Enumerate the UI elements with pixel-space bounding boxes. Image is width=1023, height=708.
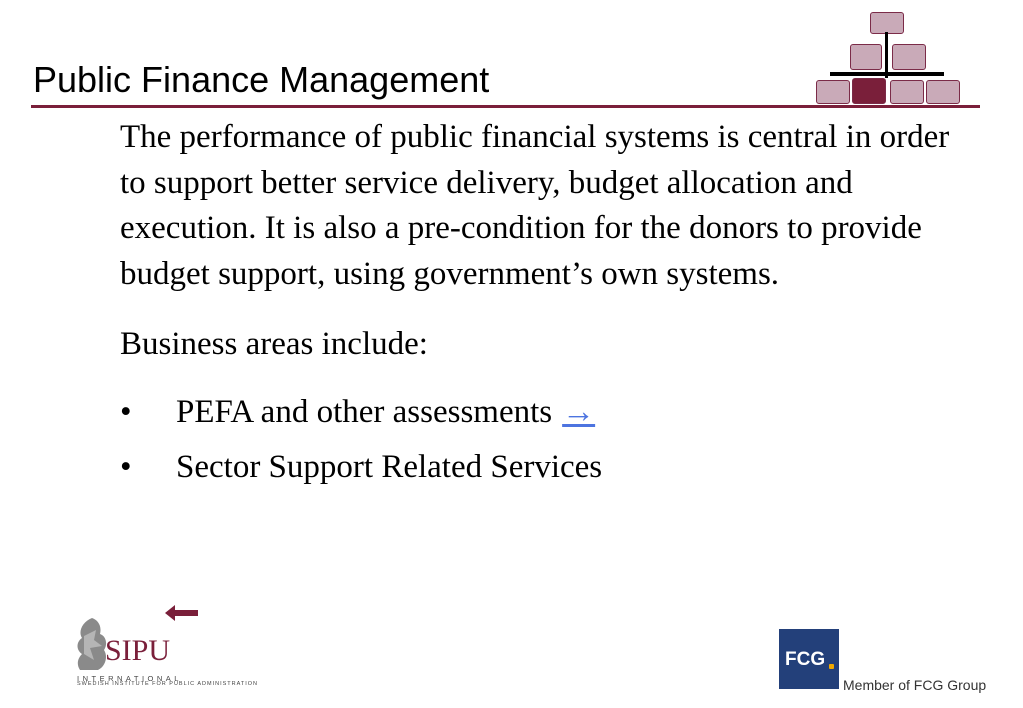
bullet-text: PEFA and other assessments: [176, 393, 553, 430]
org-box-bottom-4: [926, 80, 960, 104]
bullet-list: [120, 390, 980, 491]
org-box-top: [870, 12, 904, 34]
org-box-bottom-2-active: [852, 78, 886, 104]
sipu-logo: [72, 614, 259, 694]
bullet-marker: •: [120, 393, 132, 430]
fcg-dot: [829, 664, 834, 669]
slide-title: Public Finance Management: [33, 59, 490, 100]
list-item: [120, 445, 980, 491]
body-paragraph: The performance of public financial systems is central in order to support better service delivery, budget allocation and execution. It is also a pre-condition for the donors to provide budget support, using government’s own systems.: [120, 119, 950, 292]
fcg-wordmark: FCG: [785, 649, 826, 670]
org-box-bottom-1: [816, 80, 850, 104]
fcg-logo: [779, 629, 839, 689]
org-chart-icon: [814, 10, 960, 106]
org-connector-horizontal: [830, 72, 944, 76]
sipu-wordmark: SIPU: [105, 634, 171, 667]
org-box-mid-right: [892, 44, 926, 70]
business-areas-intro: Business areas include:: [120, 326, 428, 362]
fcg-member-caption: Member of FCG Group: [843, 677, 987, 693]
bullet-marker: •: [120, 449, 132, 485]
org-box-mid-left: [850, 44, 882, 70]
list-item: [120, 390, 980, 436]
bullet-text: Sector Support Related Services: [176, 449, 603, 485]
sipu-subtitle: SWEDISH INSTITUTE FOR PUBLIC ADMINISTRATION: [77, 681, 259, 687]
sipu-international: INTERNATIONAL: [77, 674, 182, 683]
slide-body: [120, 115, 980, 501]
link-arrow-icon[interactable]: →: [562, 393, 596, 430]
org-box-bottom-3: [890, 80, 924, 104]
